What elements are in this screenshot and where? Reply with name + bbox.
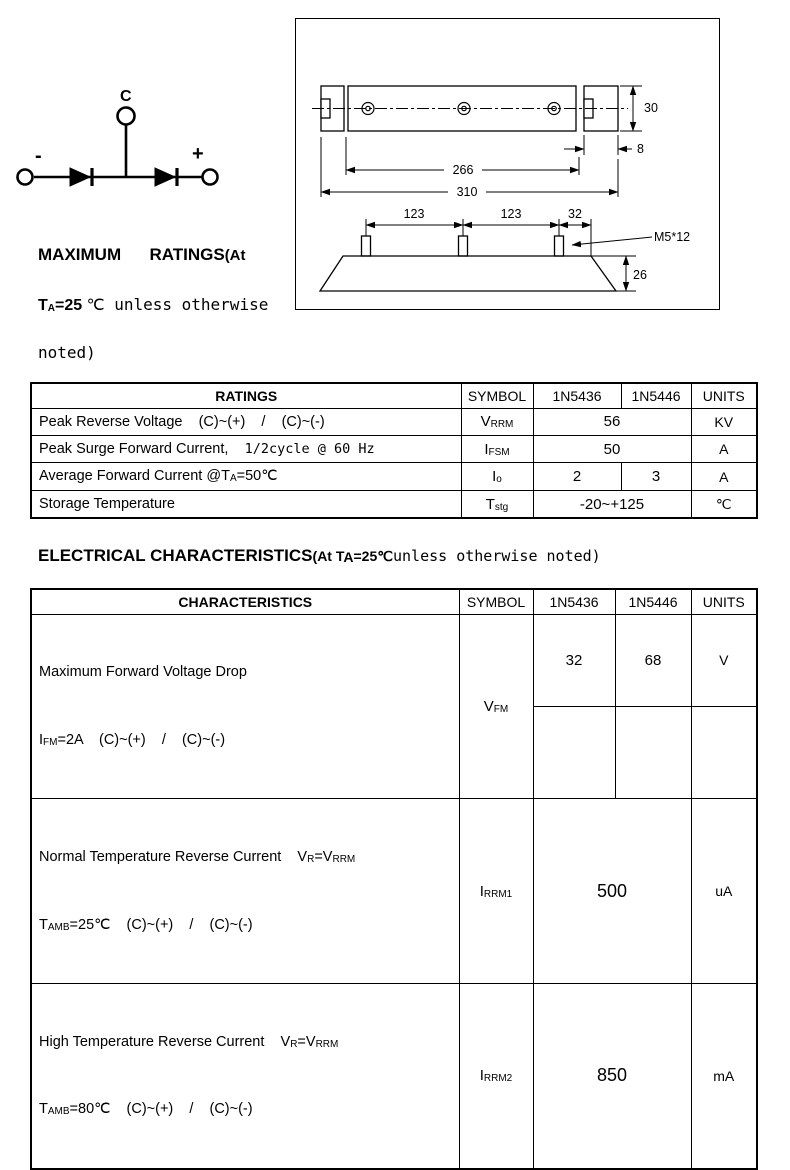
rating-label: Average Forward Current @TA=50℃ (31, 463, 461, 490)
dimension-lines-bottom-view (366, 219, 652, 291)
characteristic-label: Maximum Forward Voltage Drop IFM=2A (C)~(+) / (C)~(-) (31, 614, 459, 799)
cond-symbol-main: T (38, 297, 48, 314)
center-terminal-label: C (120, 88, 132, 105)
stud (362, 236, 371, 256)
diode-symbol-wires (18, 108, 218, 185)
row-normal-temp-reverse-current (31, 799, 757, 984)
electrical-heading (38, 546, 601, 566)
dim-310-label: 310 (456, 185, 478, 199)
electrical-paren-a: (At T (312, 548, 344, 564)
rating-label: Peak Reverse Voltage (C)~(+) / (C)~(-) (31, 408, 461, 435)
row-forward-voltage-drop (31, 614, 757, 706)
diode-anode-triangle (70, 168, 90, 186)
dim-30-label: 30 (644, 101, 658, 115)
max-ratings-condition-line2: noted) (38, 343, 96, 362)
rating-symbol: IFSM (461, 435, 533, 462)
base-bar (320, 256, 616, 291)
package-bottom-view (320, 236, 616, 291)
max-ratings-title: MAXIMUM RATINGS (38, 245, 225, 264)
cond-value: =25 (55, 297, 87, 314)
plus-terminal-label: + (192, 143, 204, 165)
row-peak-reverse-voltage (31, 408, 757, 435)
characteristic-label: Normal Temperature Reverse Current VR=VRRM TAMB=25℃ (C)~(+) / (C)~(-) (31, 799, 459, 984)
rating-value: 50 (533, 435, 691, 462)
diode-anode-triangle (155, 168, 175, 186)
rating-symbol: VRRM (461, 408, 533, 435)
rating-value: 56 (533, 408, 691, 435)
rating-unit: ℃ (691, 490, 757, 518)
stud (459, 236, 468, 256)
header-units: UNITS (691, 383, 757, 408)
header-symbol: SYMBOL (459, 589, 533, 614)
characteristic-value-1n5446: 68 (615, 614, 691, 706)
cond-text: ℃ unless otherwise (86, 295, 269, 314)
header-1n5446: 1N5446 (621, 383, 691, 408)
empty-cell (615, 706, 691, 798)
cond-symbol-sub: A (47, 303, 56, 314)
dim-32-label: 32 (568, 207, 582, 221)
rating-symbol: Tstg (461, 490, 533, 518)
maximum-ratings-table (30, 382, 758, 519)
header-units: UNITS (691, 589, 757, 614)
rating-value: -20~+125 (533, 490, 691, 518)
dim-123-right-label: 123 (500, 207, 522, 221)
characteristic-symbol: VFM (459, 614, 533, 799)
max-ratings-condition-line1 (38, 295, 268, 315)
max-ratings-header-row (31, 383, 757, 408)
characteristic-unit: uA (691, 799, 757, 984)
minus-terminal-label: - (35, 145, 42, 167)
electrical-characteristics-table (30, 588, 758, 1170)
rating-label: Peak Surge Forward Current, 1/2cycle @ 60 Hz (31, 435, 461, 462)
mechanical-drawing-frame (295, 18, 720, 310)
electrical-header-row (31, 589, 757, 614)
dim-266-label: 266 (452, 163, 474, 177)
rating-symbol: Io (461, 463, 533, 490)
header-symbol: SYMBOL (461, 383, 533, 408)
rating-unit: KV (691, 408, 757, 435)
header-ratings: RATINGS (31, 383, 461, 408)
characteristic-value-1n5436: 32 (533, 614, 615, 706)
row-high-temp-reverse-current (31, 984, 757, 1169)
max-ratings-paren: (At (224, 247, 246, 264)
header-1n5436: 1N5436 (533, 383, 621, 408)
diode-circuit-symbol (8, 84, 238, 199)
dim-8-label: 8 (637, 142, 644, 156)
electrical-paren-text: unless otherwise noted) (392, 547, 601, 565)
dim-26-label: 26 (633, 268, 647, 282)
rating-value-1n5436: 2 (533, 463, 621, 490)
electrical-paren-sub: A (343, 549, 354, 565)
stud-thread-label: M5*12 (654, 230, 691, 244)
max-ratings-heading (38, 245, 246, 265)
header-characteristics: CHARACTERISTICS (31, 589, 459, 614)
row-peak-surge-current (31, 435, 757, 462)
dim-123-left-label: 123 (403, 207, 425, 221)
characteristic-symbol: IRRM1 (459, 799, 533, 984)
characteristic-symbol: IRRM2 (459, 984, 533, 1169)
row-average-forward-current (31, 463, 757, 490)
row-storage-temperature (31, 490, 757, 518)
header-1n5446: 1N5446 (615, 589, 691, 614)
characteristic-label: High Temperature Reverse Current VR=VRRM TAMB=80℃ (C)~(+) / (C)~(-) (31, 984, 459, 1169)
empty-cell (691, 706, 757, 798)
rating-label: Storage Temperature (31, 490, 461, 518)
electrical-title: ELECTRICAL CHARACTERISTICS (38, 546, 313, 565)
characteristic-value: 500 (533, 799, 691, 984)
electrical-paren-b: =25℃ (353, 548, 393, 564)
empty-cell (533, 706, 615, 798)
rating-unit: A (691, 435, 757, 462)
header-1n5436: 1N5436 (533, 589, 615, 614)
rating-unit: A (691, 463, 757, 490)
characteristic-value: 850 (533, 984, 691, 1169)
rating-value-1n5446: 3 (621, 463, 691, 490)
stud (555, 236, 564, 256)
characteristic-unit: V (691, 614, 757, 706)
characteristic-unit: mA (691, 984, 757, 1169)
mechanical-drawing (296, 19, 717, 307)
